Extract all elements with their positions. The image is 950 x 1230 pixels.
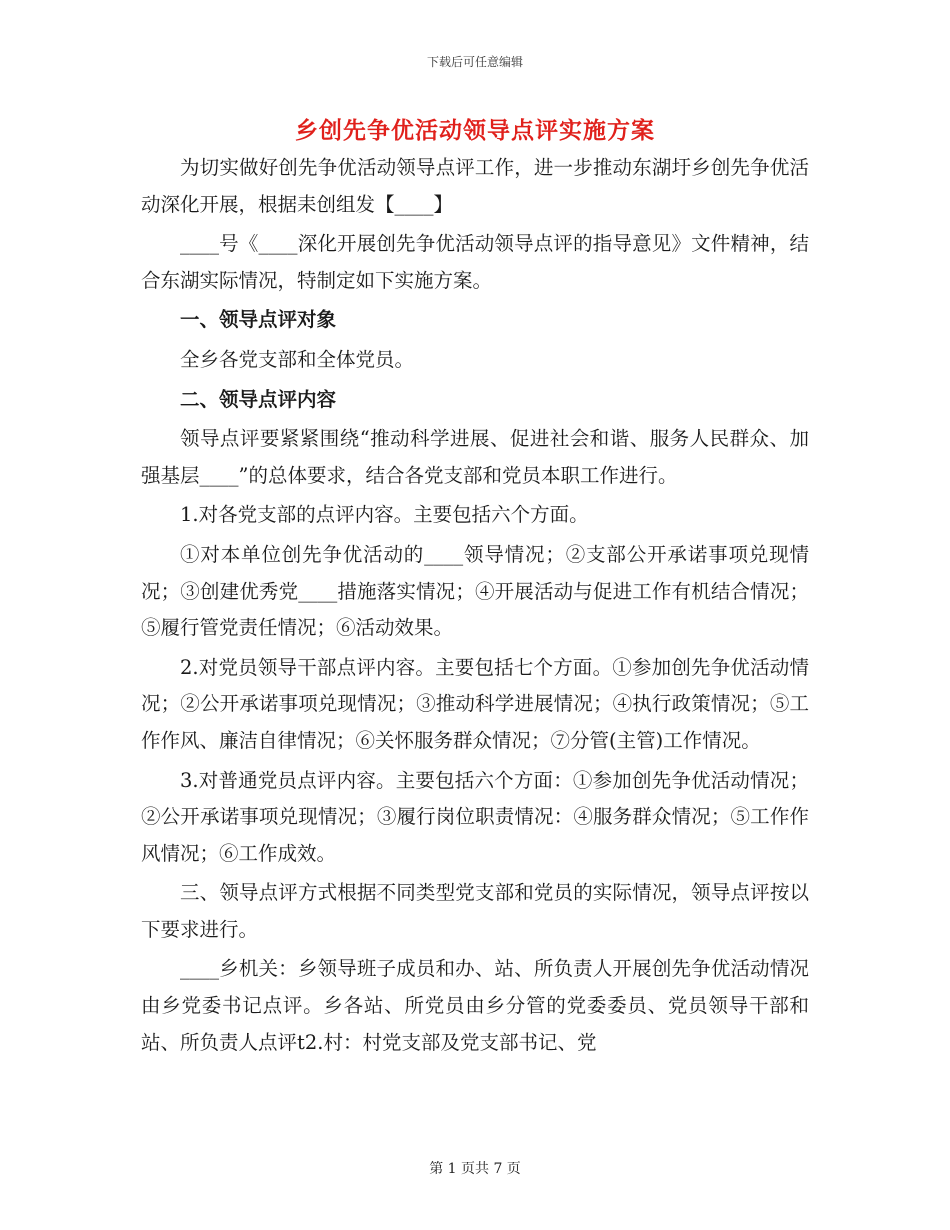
section-heading: 二、领导点评内容 (180, 387, 337, 411)
paragraph: 三、领导点评方式根据不同类型党支部和党员的实际情况，领导点评按以下要求进行。 (141, 881, 809, 941)
paragraph: 为切实做好创先争优活动领导点评工作，进一步推动东湖圩乡创先争优活动深化开展，根据耒创组发【____】 (141, 156, 809, 216)
page-footer: 第 1 页共 7 页 (429, 1161, 521, 1177)
paragraph: ____乡机关：乡领导班子成员和办、站、所负责人开展创先争优活动情况由乡党委书记点评。乡各站、所党员由乡分管的党委委员、党员领导干部和站、所负责人点评t2.村：村党支部及党支部书记、党 (141, 957, 809, 1054)
document-body (141, 150, 809, 1061)
paragraph: 全乡各党支部和全体党员。 (180, 347, 415, 371)
paragraph: ①对本单位创先争优活动的____领导情况；②支部公开承诺事项兑现情况；③创建优秀党____措施落实情况；④开展活动与促进工作有机结合情况；⑤履行管党责任情况；⑥活动效果。 (141, 542, 809, 640)
paragraph: 3.对普通党员点评内容。主要包括六个方面：①参加创先争优活动情况；②公开承诺事项兑现情况；③履行岗位职责情况：④服务群众情况；⑤工作作风情况；⑥工作成效。 (141, 768, 809, 865)
header-note: 下载后可任意编辑 (426, 55, 523, 69)
paragraph: 1.对各党支部的点评内容。主要包括六个方面。 (180, 503, 589, 527)
paragraph: 领导点评要紧紧围绕“推动科学进展、促进社会和谐、服务人民群众、加强基层____”的总体要求，结合各党支部和党员本职工作进行。 (141, 427, 809, 487)
document-title: 乡创先争优活动领导点评实施方案 (295, 118, 655, 144)
paragraph: ____号《____深化开展创先争优活动领导点评的指导意见》文件精神，结合东湖实际情况，特制定如下实施方案。 (141, 232, 809, 292)
section-heading: 一、领导点评对象 (180, 308, 337, 332)
paragraph: 2.对党员领导干部点评内容。主要包括七个方面。①参加创先争优活动情况；②公开承诺事项兑现情况；③推动科学进展情况；④执行政策情况；⑤工作作风、廉洁自律情况；⑥关怀服务群众情况；⑦分管(主管)工作情况。 (141, 655, 809, 752)
